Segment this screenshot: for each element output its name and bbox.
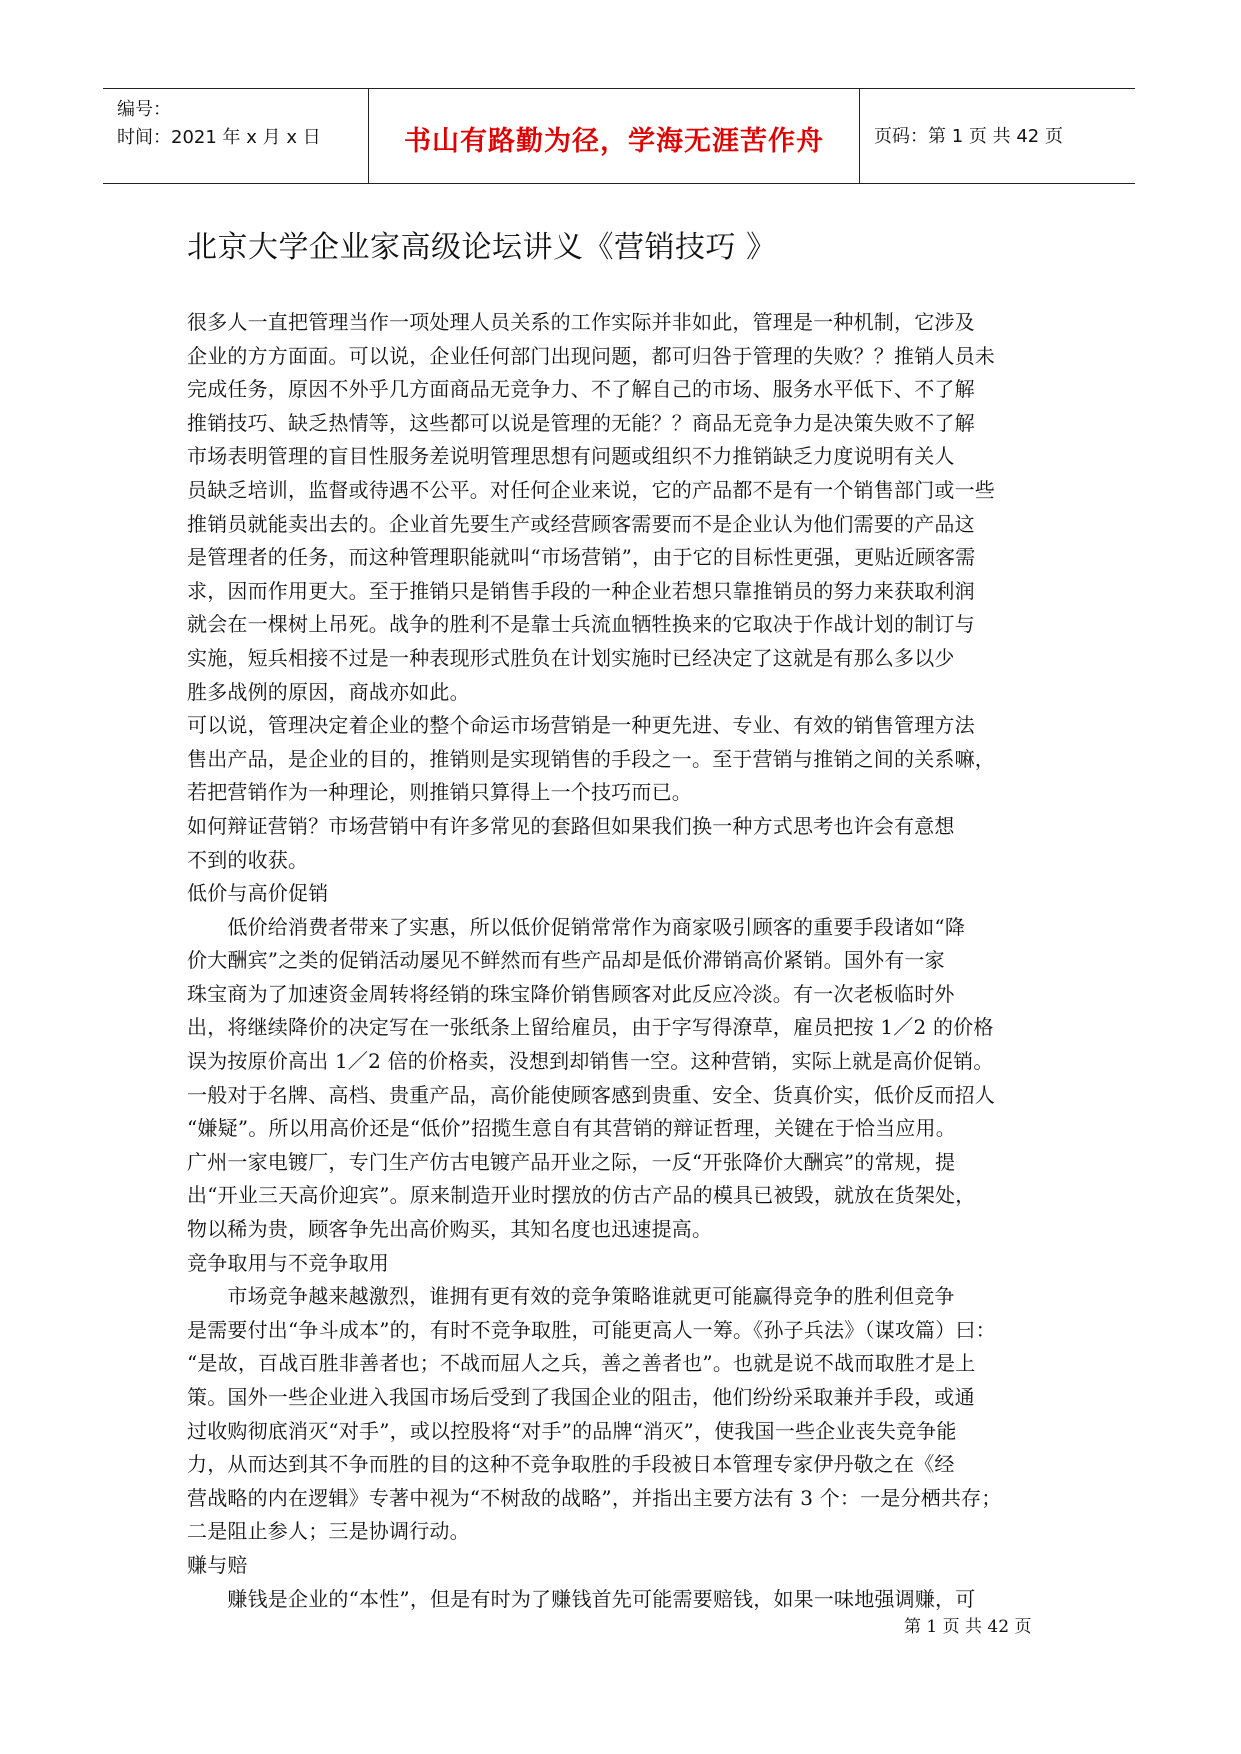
- page-code-label: 页码：第 1 页 共 42 页: [874, 126, 1063, 147]
- text-line: 售出产品，是企业的目的，推销则是实现销售的手段之一。至于营销与推销之间的关系嘛，: [187, 746, 995, 771]
- text-line: “是故，百战百胜非善者也；不战而屈人之兵，善之善者也”。也就是说不战而取胜才是上: [187, 1351, 976, 1376]
- text-line: 市场竞争越来越激烈，谁拥有更有效的竞争策略谁就更可能赢得竞争的胜利但竞争: [187, 1284, 955, 1309]
- text-line: 不到的收获。: [187, 847, 309, 872]
- text-line: 求，因而作用更大。至于推销只是销售手段的一种企业若想只靠推销员的努力来获取利润: [187, 578, 975, 603]
- text-line: 营战略的内在逻辑》专著中视为“不树敌的战略”，并指出主要方法有 3 个：一是分栖共存；: [187, 1485, 1002, 1510]
- text-line: 可以说，管理决定着企业的整个命运市场营销是一种更先进、专业、有效的销售管理方法: [187, 713, 975, 738]
- text-line: 是需要付出“争斗成本”的，有时不竞争取胜，可能更高人一筹。《孙子兵法》（谋攻篇）曰：: [187, 1317, 996, 1342]
- text-line: 二是阻止参人；三是协调行动。: [187, 1519, 470, 1544]
- text-line: 珠宝商为了加速资金周转将经销的珠宝降价销售顾客对此反应冷淡。有一次老板临时外: [187, 981, 955, 1006]
- header-motto-cell: [368, 89, 860, 183]
- text-line: 出，将继续降价的决定写在一张纸条上留给雇员，由于字写得潦草，雇员把按 1／2 的价格: [187, 1015, 994, 1040]
- page-footer: 第 1 页 共 42 页: [904, 1617, 1032, 1637]
- header-table: [103, 88, 1135, 184]
- text-line: 如何辩证营销？市场营销中有许多常见的套路但如果我们换一种方式思考也许会有意想: [187, 813, 955, 838]
- document-title: 北京大学企业家高级论坛讲义《营销技巧 》: [187, 230, 777, 265]
- text-line: 广州一家电镀厂，专门生产仿古电镀产品开业之际，一反“开张降价大酬宾”的常规，提: [187, 1149, 956, 1174]
- text-line: “嫌疑”。所以用高价还是“低价”招揽生意自有其营销的辩证哲理，关键在于恰当应用。: [187, 1116, 956, 1141]
- text-line: 低价给消费者带来了实惠，所以低价促销常常作为商家吸引顾客的重要手段诸如“降: [187, 914, 966, 939]
- serial-number-label: 编号：: [117, 99, 171, 120]
- header-info-cell: [103, 89, 368, 183]
- text-line: 误为按原价高出 1／2 倍的价格卖，没想到却销售一空。这种营销，实际上就是高价促销。: [187, 1049, 994, 1074]
- text-line: 完成任务，原因不外乎几方面商品无竞争力、不了解自己的市场、服务水平低下、不了解: [187, 377, 975, 402]
- text-line: 推销员就能卖出去的。企业首先要生产或经营顾客需要而不是企业认为他们需要的产品这: [187, 511, 975, 536]
- motto-text: 书山有路勤为径，学海无涯苦作舟: [404, 126, 824, 157]
- text-line: 市场表明管理的盲目性服务差说明管理思想有问题或组织不力推销缺乏力度说明有关人: [187, 444, 955, 469]
- text-line: 实施，短兵相接不过是一种表现形式胜负在计划实施时已经决定了这就是有那么多以少: [187, 645, 955, 670]
- text-line: 物以稀为贵，顾客争先出高价购买，其知名度也迅速提高。: [187, 1217, 713, 1242]
- text-line: 是管理者的任务，而这种管理职能就叫“市场营销”，由于它的目标性更强，更贴近顾客需: [187, 545, 976, 570]
- text-line: 很多人一直把管理当作一项处理人员关系的工作实际并非如此，管理是一种机制，它涉及: [187, 310, 975, 334]
- text-line: 竞争取用与不竞争取用: [187, 1250, 389, 1275]
- header-page-cell: [860, 89, 1135, 183]
- text-line: 赚钱是企业的“本性”，但是有时为了赚钱首先可能需要赔钱，如果一味地强调赚，可: [187, 1586, 976, 1611]
- text-line: 价大酬宾”之类的促销活动屡见不鲜然而有些产品却是低价滞销高价紧销。国外有一家: [187, 948, 945, 973]
- text-line: 员缺乏培训，监督或待遇不公平。对任何企业来说，它的产品都不是有一个销售部门或一些: [187, 477, 995, 502]
- text-line: 若把营销作为一种理论，则推销只算得上一个技巧而已。: [187, 780, 692, 805]
- text-line: 企业的方方面面。可以说，企业任何部门出现问题，都可归咎于管理的失败？？推销人员未: [187, 343, 995, 368]
- text-line: 低价与高价促销: [187, 881, 329, 906]
- text-line: 推销技巧、缺乏热情等，这些都可以说是管理的无能？？商品无竞争力是决策失败不了解: [187, 410, 975, 435]
- date-label: 时间：2021 年 x 月 x 日: [117, 127, 321, 148]
- text-line: 策。国外一些企业进入我国市场后受到了我国企业的阻击，他们纷纷采取兼并手段，或通: [187, 1385, 975, 1409]
- document-body: [187, 306, 1067, 1616]
- text-line: 过收购彻底消灭“对手”，或以控股将“对手”的品牌“消灭”，使我国一些企业丧失竞争能: [187, 1418, 957, 1443]
- text-line: 一般对于名牌、高档、贵重产品，高价能使顾客感到贵重、安全、货真价实，低价反而招人: [187, 1082, 995, 1107]
- text-line: 出“开业三天高价迎宾”。原来制造开业时摆放的仿古产品的模具已被毁，就放在货架处，: [187, 1183, 976, 1208]
- text-line: 胜多战例的原因，商战亦如此。: [187, 679, 470, 704]
- text-line: 就会在一棵树上吊死。战争的胜利不是靠士兵流血牺牲换来的它取决于作战计划的制订与: [187, 612, 975, 637]
- text-line: 力，从而达到其不争而胜的目的这种不竞争取胜的手段被日本管理专家伊丹敬之在《经: [187, 1452, 955, 1477]
- text-line: 赚与赔: [187, 1552, 248, 1577]
